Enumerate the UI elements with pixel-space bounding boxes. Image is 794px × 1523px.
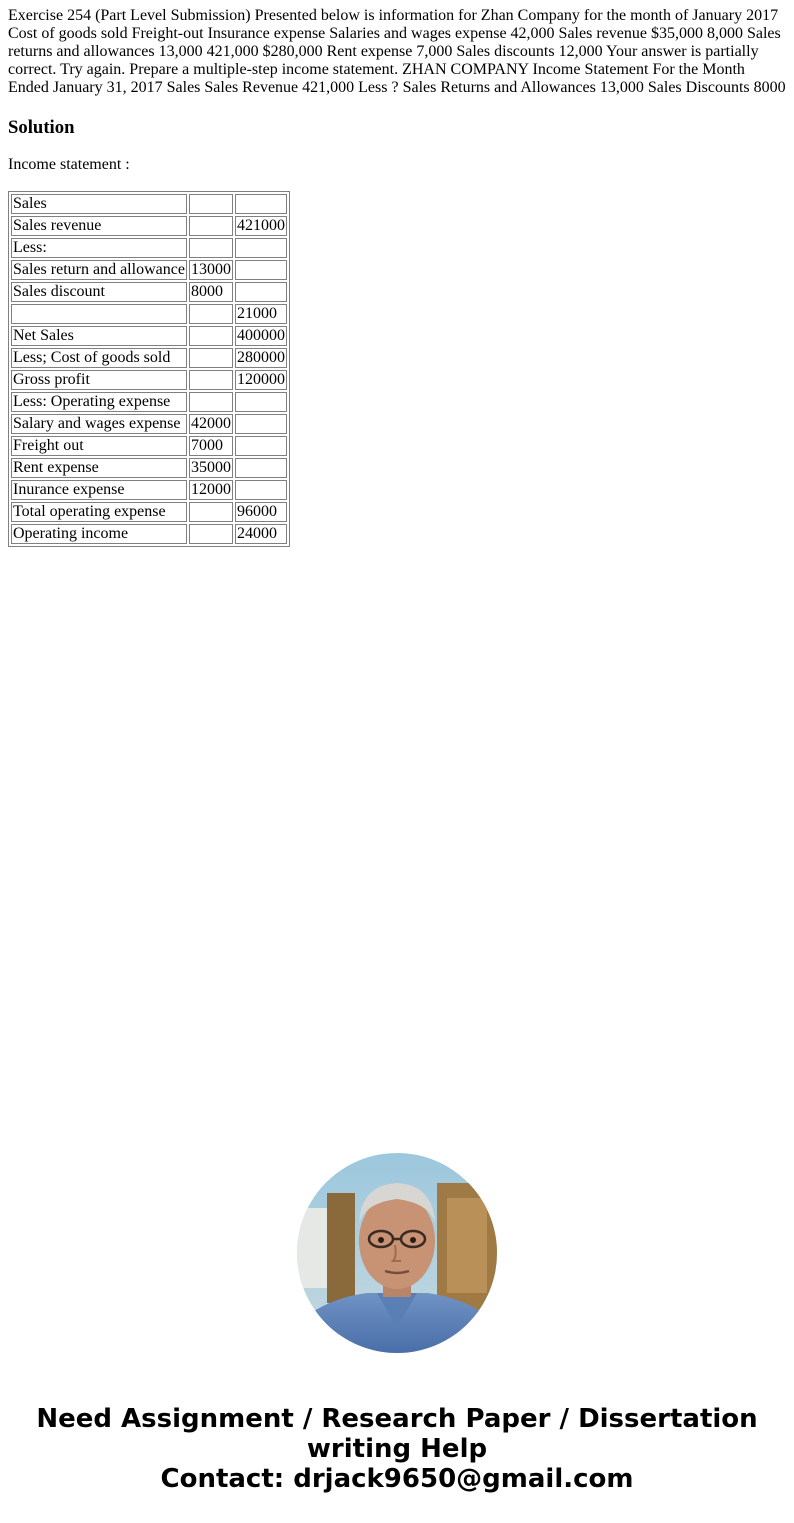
row-amount-2 (235, 436, 287, 456)
row-label: Net Sales (11, 326, 187, 346)
row-amount-2: 421000 (236, 217, 285, 234)
row-amount-1: 35000 (190, 459, 231, 476)
row-amount-1: 12000 (190, 481, 231, 498)
table-row (11, 216, 287, 236)
row-amount-1 (189, 326, 233, 346)
statement-label: Income statement : (8, 156, 130, 173)
row-label: Total operating expense (11, 502, 187, 522)
income-statement-table (8, 191, 290, 547)
row-amount-2 (235, 414, 287, 434)
table-row (11, 502, 287, 522)
solution-heading: Solution (8, 117, 75, 138)
row-amount-2: 24000 (235, 524, 287, 544)
table-row (11, 260, 287, 280)
table-row (11, 480, 287, 500)
row-amount-1 (189, 370, 233, 390)
table-row (11, 194, 287, 214)
row-label: Sales discount (11, 282, 187, 302)
row-amount-2: 280000 (236, 349, 285, 366)
table-row (11, 326, 287, 346)
row-amount-2: 120000 (236, 371, 285, 388)
tutor-avatar (297, 1153, 497, 1353)
footer-line-2: writing Help (306, 1434, 488, 1464)
row-label (11, 304, 187, 324)
row-amount-2 (235, 260, 287, 280)
row-amount-2: 96000 (235, 502, 287, 522)
row-label: Less; Cost of goods sold (11, 348, 187, 368)
table-row (11, 370, 287, 390)
row-label: Salary and wages expense (11, 414, 187, 434)
table-row (11, 238, 287, 258)
row-amount-2 (235, 194, 287, 214)
row-label: Less: (11, 238, 187, 258)
question-text: Exercise 254 (Part Level Submission) Presented below is information for Zhan Company for the month of January 2017 Cost of goods sold Freight-out Insurance expense Salaries and wages expense 42,000 Sales revenue $35,000 8,000 Sales returns and allowances 13,000 421,000 $280,000 Rent expense 7,000 Sales discounts 12,000 Your answer is partially correct. Try again. Prepare a multiple-step income statement. ZHAN COMPANY Income Statement For the Month Ended January 31, 2017 Sales Sales Revenue 421,000 Less ? Sales Returns and Allowances 13,000 Sales Discounts 8000 (8, 7, 786, 96)
row-amount-2: 21000 (235, 304, 287, 324)
row-amount-1 (189, 304, 233, 324)
table-row (11, 414, 287, 434)
row-amount-1 (189, 524, 233, 544)
row-label: Sales revenue (11, 216, 187, 236)
row-amount-2: 400000 (236, 327, 285, 344)
table-row (11, 282, 287, 302)
footer-line-1: Need Assignment / Research Paper / Dissertation (36, 1404, 758, 1434)
row-label: Freight out (11, 436, 187, 456)
row-amount-2 (235, 392, 287, 412)
table-row (11, 348, 287, 368)
table-row (11, 524, 287, 544)
row-amount-2 (235, 480, 287, 500)
table-row (11, 304, 287, 324)
footer-contact-line: Contact: drjack9650@gmail.com (160, 1464, 634, 1494)
row-label: Rent expense (11, 458, 187, 478)
row-amount-1: 7000 (189, 436, 233, 456)
row-amount-2 (235, 238, 287, 258)
contact-footer (0, 1404, 794, 1494)
table-row (11, 436, 287, 456)
row-amount-1 (189, 348, 233, 368)
row-amount-1 (189, 392, 233, 412)
row-amount-1 (189, 502, 233, 522)
row-amount-1: 42000 (190, 415, 231, 432)
table-row (11, 392, 287, 412)
row-amount-2 (235, 458, 287, 478)
row-amount-1: 13000 (190, 261, 231, 278)
row-label: Gross profit (11, 370, 187, 390)
row-amount-1 (189, 194, 233, 214)
row-label: Inurance expense (11, 480, 187, 500)
row-label: Sales return and allowance (13, 261, 185, 278)
table-row (11, 458, 287, 478)
row-amount-1 (189, 238, 233, 258)
row-label: Sales (11, 194, 187, 214)
row-amount-2 (235, 282, 287, 302)
row-label: Less: Operating expense (11, 392, 187, 412)
row-label: Operating income (11, 524, 187, 544)
row-amount-1: 8000 (189, 282, 233, 302)
row-amount-1 (189, 216, 233, 236)
